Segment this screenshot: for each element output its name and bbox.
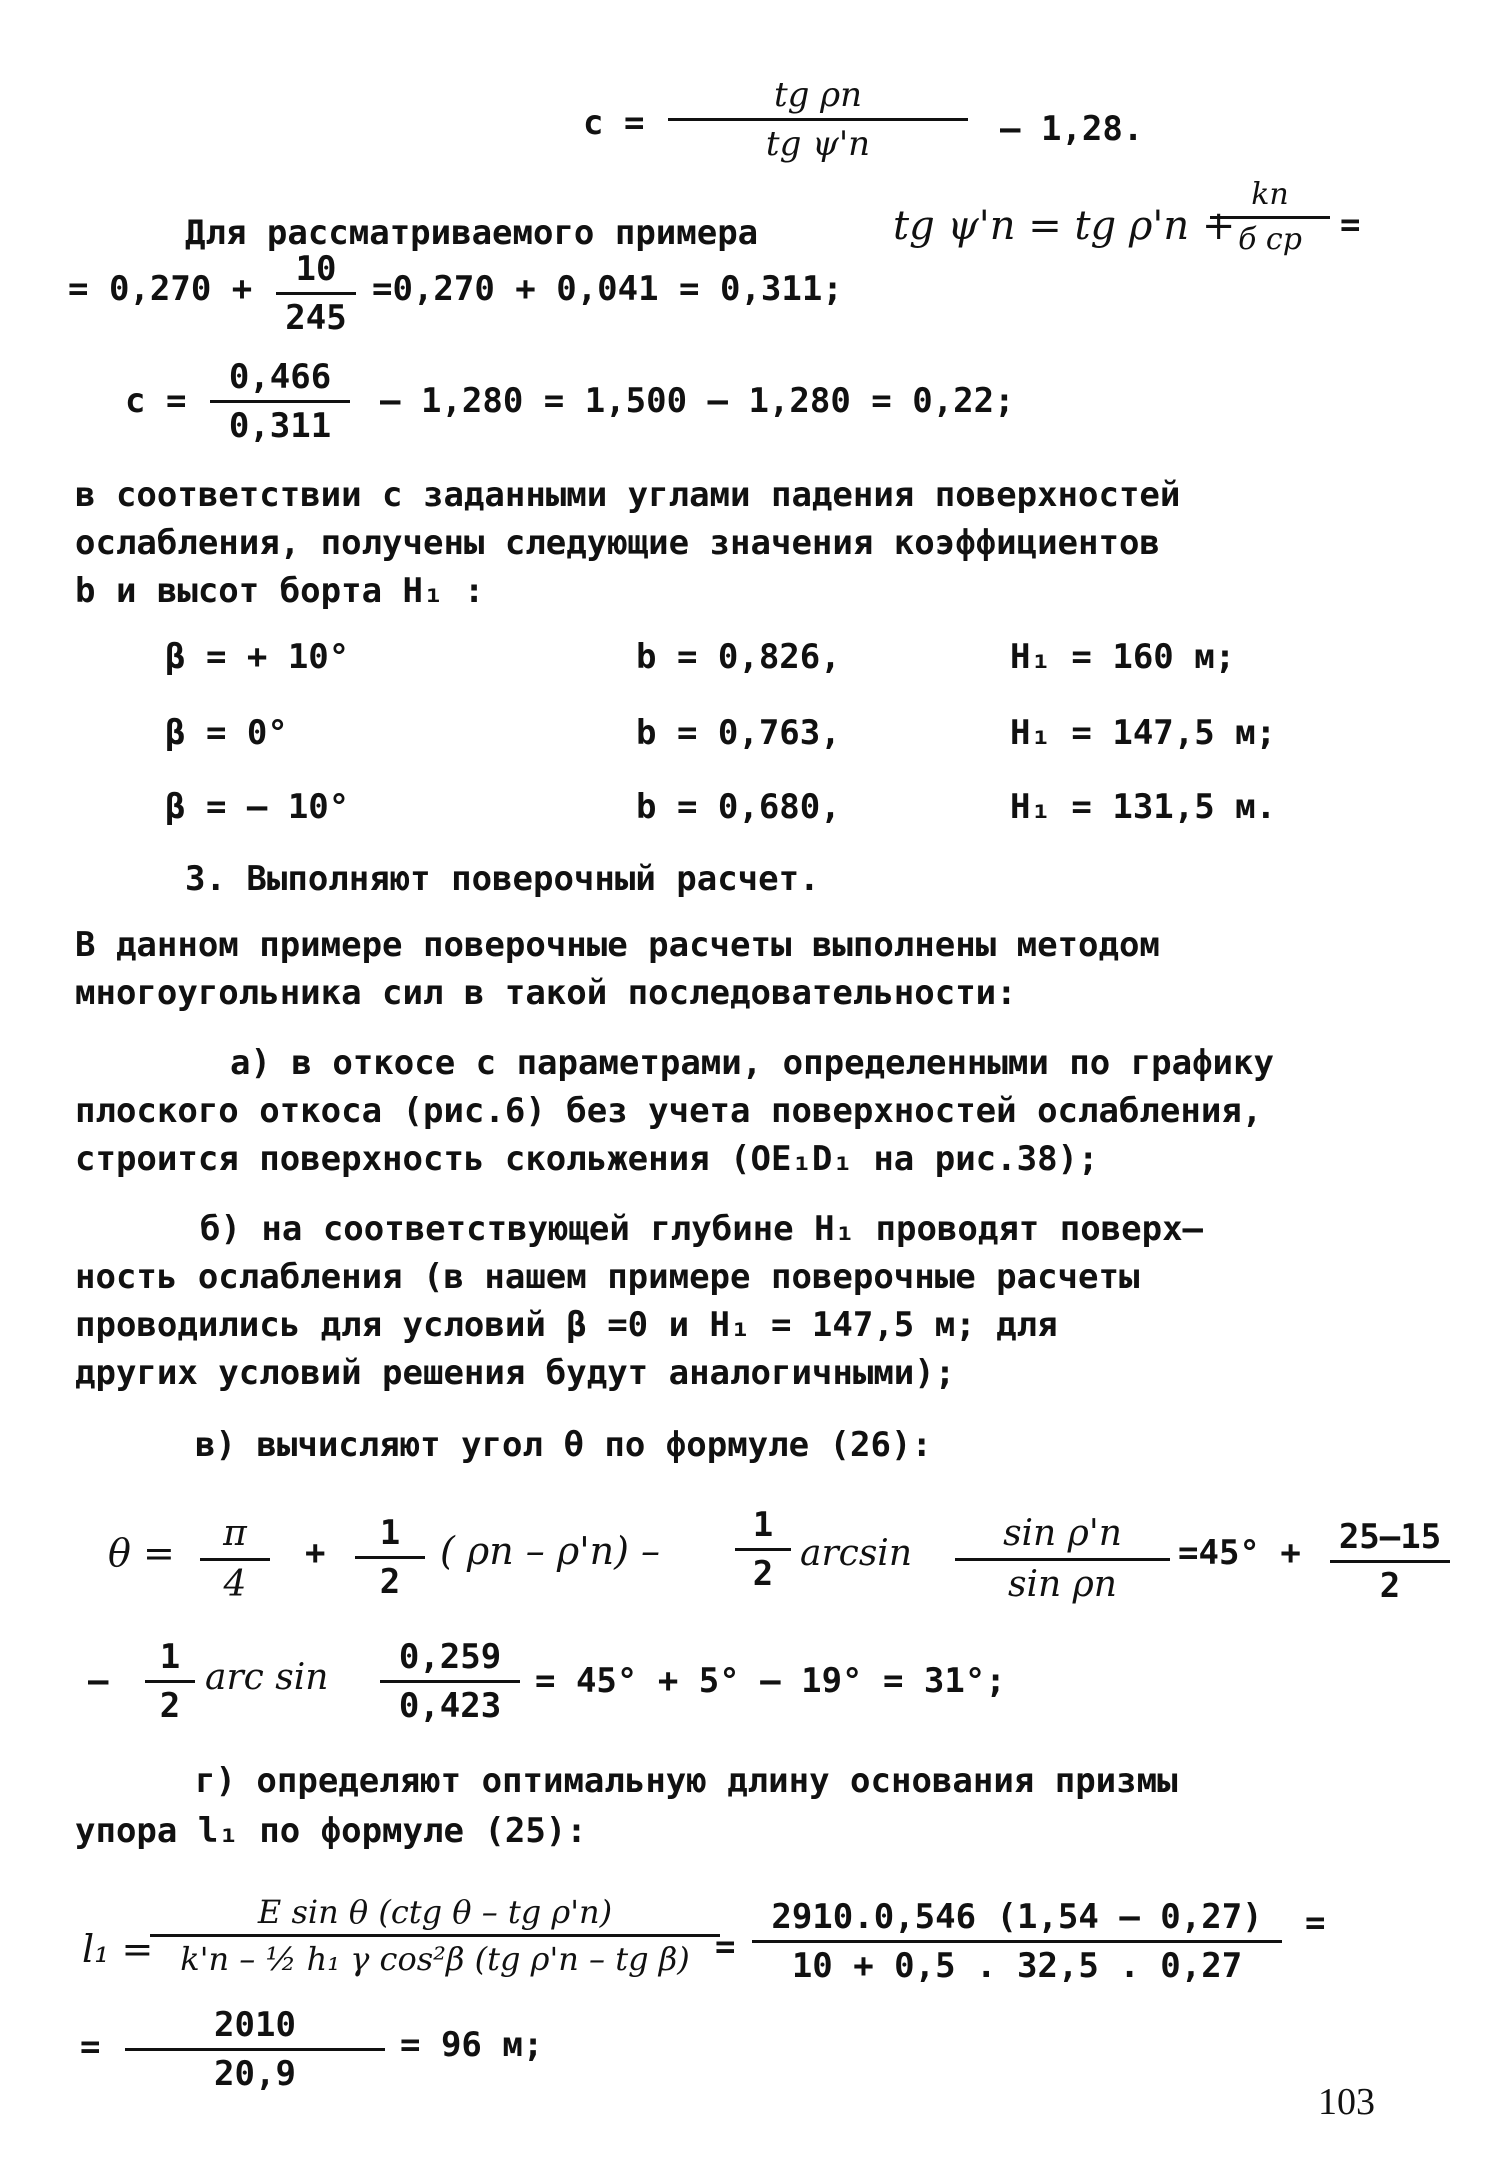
fraction-numerator: 2010 [125, 2008, 385, 2051]
item-a-line1: а) в откосе с параметрами, определенными по графику [230, 1043, 1274, 1083]
item-v-line: в) вычисляют угол θ по формуле (26): [195, 1425, 932, 1465]
example-line2-start: = 0,270 + [68, 269, 253, 309]
item-a-line2: плоского откоса (рис.6) без учета поверхностей ослабления, [75, 1091, 1263, 1131]
example-intro-text: Для рассматриваемого примера [185, 213, 759, 253]
c-calc-rest: – 1,280 = 1,500 – 1,280 = 0,22; [380, 381, 1015, 421]
fraction-numerator: sin ρ'n [955, 1516, 1170, 1561]
theta2-value-fraction [380, 1637, 520, 1726]
para-coeffs-line3: b и высот борта H₁ : [75, 571, 485, 611]
theta-half-fraction [355, 1513, 425, 1602]
fraction-numerator: 1 [355, 1516, 425, 1559]
fraction-denominator: 10 + 0,5 . 32,5 . 0,27 [791, 1946, 1243, 1986]
example-line2-rest: =0,270 + 0,041 = 0,311; [372, 269, 843, 309]
fraction-numerator: 0,259 [380, 1640, 520, 1683]
para-method-line1: В данном примере поверочные расчеты выполнены методом [75, 925, 1160, 965]
fraction-numerator: 1 [735, 1508, 791, 1551]
fraction-denominator: б ср [1238, 222, 1302, 257]
theta-lhs: θ = [108, 1531, 175, 1575]
example-line2-fraction [276, 249, 356, 338]
para-coeffs-line2: ослабления, получены следующие значения коэффициентов [75, 523, 1160, 563]
fraction-denominator: 2 [159, 1686, 181, 1726]
fraction-denominator: tg ψ'n [765, 124, 871, 164]
formula-c-lhs: c = [583, 103, 645, 143]
fraction-numerator: 2910.0,546 (1,54 – 0,27) [752, 1900, 1282, 1943]
page-number: 103 [1318, 2081, 1375, 2123]
fraction-denominator: 0,423 [398, 1686, 502, 1726]
item-b-line3: проводились для условий β =0 и H₁ = 147,5 м; для [75, 1305, 1058, 1345]
para-method-line2: многоугольника сил в такой последовательности: [75, 973, 1017, 1013]
step3-heading: 3. Выполняют поверочный расчет. [185, 859, 820, 899]
formula-c-fraction [668, 75, 968, 164]
theta-half-fraction-2 [735, 1505, 791, 1594]
fraction-denominator: sin ρn [1008, 1564, 1117, 1605]
fraction-numerator: π [200, 1516, 270, 1561]
item-b-line2: ность ослабления (в нашем примере поверочные расчеты [75, 1257, 1140, 1297]
coeff-row-beta: β = 0° [165, 713, 288, 753]
coeff-row-b: b = 0,680, [636, 787, 841, 827]
coeff-row-b: b = 0,763, [636, 713, 841, 753]
l-general-fraction [150, 1893, 720, 1978]
c-calc-lhs: c = [125, 381, 187, 421]
item-a-line3: строится поверхность скольжения (OE₁D₁ на рис.38); [75, 1139, 1099, 1179]
example-intro-expr: tg ψ'n = tg ρ'n + [893, 203, 1236, 249]
coeff-row-beta: β = – 10° [165, 787, 350, 827]
theta2-rest: = 45° + 5° – 19° = 31°; [535, 1661, 1006, 1701]
l-result-fraction [125, 2005, 385, 2094]
c-calc-fraction [210, 357, 350, 446]
l-eq: = [715, 1927, 736, 1967]
theta-sin-fraction [955, 1513, 1170, 1605]
fraction-denominator: 4 [223, 1564, 247, 1605]
fraction-numerator: E sin θ (ctg θ – tg ρ'n) [150, 1896, 720, 1937]
fraction-numerator: tg ρn [668, 78, 968, 121]
l-numeric-fraction [752, 1897, 1282, 1986]
item-b-line4: других условий решения будут аналогичными); [75, 1353, 956, 1393]
item-g-line1: г) определяют оптимальную длину основания призмы [195, 1761, 1178, 1801]
theta-pi-fraction [200, 1513, 270, 1605]
fraction-denominator: 2 [1379, 1566, 1401, 1606]
theta2-arcsin: arc sin [205, 1657, 329, 1698]
theta-paren-term: ( ρn – ρ'n) – [440, 1529, 661, 1573]
item-b-line1: б) на соответствующей глубине H₁ проводят поверх– [200, 1209, 1204, 1249]
coeff-row-beta: β = + 10° [165, 637, 350, 677]
fraction-numerator: 10 [276, 252, 356, 295]
fraction-denominator: 0,311 [228, 406, 332, 446]
coeff-row-h: H₁ = 131,5 м. [1010, 787, 1277, 827]
coeff-row-h: H₁ = 160 м; [1010, 637, 1236, 677]
theta-eq45: =45° + [1178, 1533, 1301, 1573]
formula-c-rhs: – 1,28. [1000, 109, 1144, 149]
example-kn-fraction [1210, 177, 1330, 257]
fraction-numerator: 1 [145, 1640, 195, 1683]
item-g-line2: упора l₁ по формуле (25): [75, 1811, 587, 1851]
theta2-minus: – [88, 1661, 109, 1701]
coeff-row-b: b = 0,826, [636, 637, 841, 677]
coeff-row-h: H₁ = 147,5 м; [1010, 713, 1277, 753]
theta-diff-fraction [1330, 1517, 1450, 1606]
theta-plus: + [305, 1533, 326, 1573]
theta-arcsin: arcsin [800, 1533, 913, 1574]
example-intro-tail: = [1340, 205, 1361, 245]
fraction-numerator: 0,466 [210, 360, 350, 403]
fraction-denominator: 20,9 [214, 2054, 296, 2094]
fraction-denominator: 2 [379, 1562, 401, 1602]
l-result-rest: = 96 м; [400, 2025, 544, 2065]
fraction-denominator: 2 [752, 1554, 774, 1594]
fraction-denominator: 245 [285, 298, 347, 338]
para-coeffs-line1: в соответствии с заданными углами падения поверхностей [75, 475, 1181, 515]
fraction-numerator: 25–15 [1330, 1520, 1450, 1563]
fraction-denominator: k'n – ½ h₁ γ cos²β (tg ρ'n – tg β) [180, 1940, 690, 1978]
fraction-numerator: kn [1210, 180, 1330, 219]
l-tail: = [1305, 1903, 1326, 1943]
l-lhs: l₁ = [82, 1927, 154, 1971]
theta2-half-fraction [145, 1637, 195, 1726]
l-result-start: = [80, 2027, 101, 2067]
